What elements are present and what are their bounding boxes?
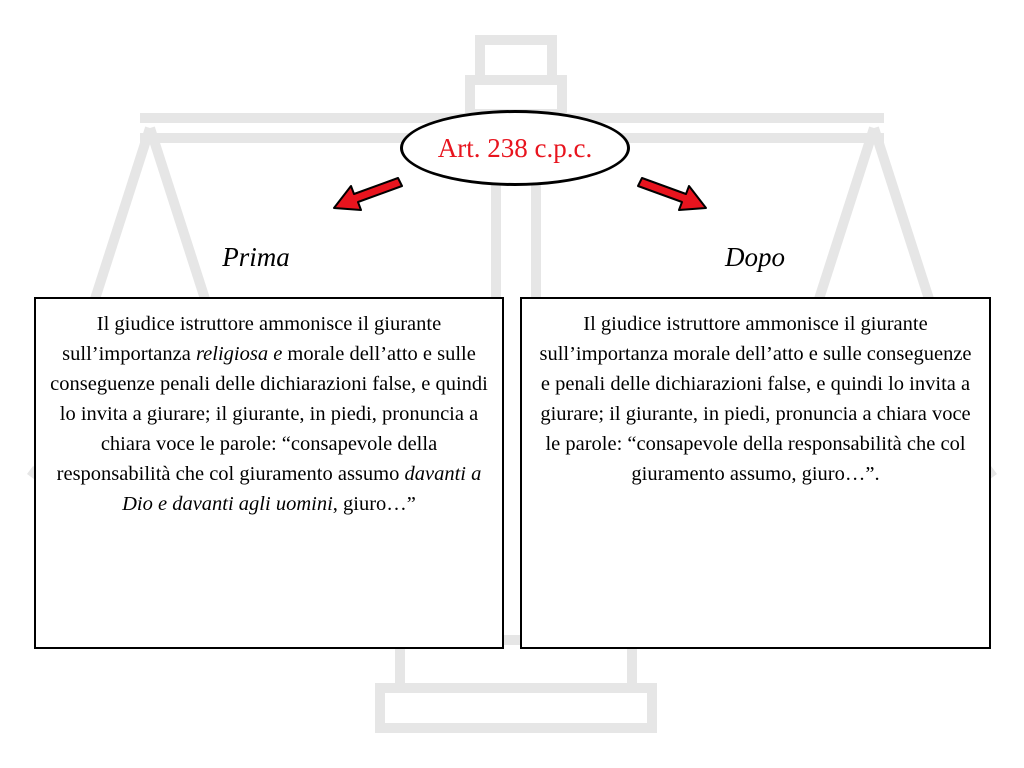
heading-prima: Prima bbox=[222, 242, 290, 272]
text-segment: Il giudice istruttore ammonisce il giurante sull’importanza bbox=[62, 313, 442, 365]
text-segment: morale dell’atto e sulle conseguenze penali delle dichiarazioni false, e quindi lo invita a giurare; il giurante, in piedi, pronuncia a chiara voce le parole: “consapevole della responsabilità che col giuramento assumo bbox=[50, 343, 488, 485]
paragraph-prima bbox=[50, 309, 488, 519]
text-box-prima bbox=[34, 297, 504, 649]
arrow-down-right-icon bbox=[636, 170, 712, 216]
text-segment-italic: religiosa e bbox=[195, 343, 283, 365]
text-box-dopo bbox=[520, 297, 991, 649]
heading-dopo: Dopo bbox=[725, 242, 785, 272]
paragraph-dopo: Il giudice istruttore ammonisce il giurante sull’importanza morale dell’atto e sulle conseguenze e penali delle dichiarazioni false, e quindi lo invita a giurare; il giurante, in piedi, pronuncia a chiara voce le parole: “consapevole della responsabilità che col giuramento assumo, giuro…”. bbox=[539, 313, 972, 485]
text-segment: , giuro…” bbox=[332, 493, 416, 515]
article-title: Art. 238 c.p.c. bbox=[400, 110, 630, 186]
arrow-down-left-icon bbox=[328, 170, 404, 216]
text-segment-italic: davanti a Dio e davanti agli uomini bbox=[122, 463, 482, 515]
